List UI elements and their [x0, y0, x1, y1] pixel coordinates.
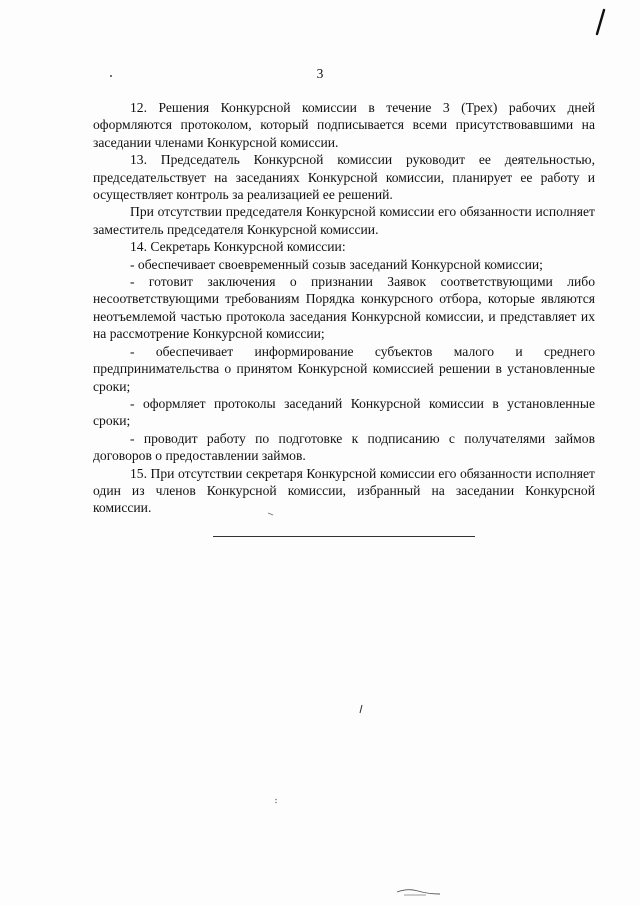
list-item-contracts: - проводит работу по подготовке к подписанию с получателями займов договоров о предоставлении займов.: [93, 430, 595, 464]
list-item-protocols: - оформляет протоколы заседаний Конкурсной комиссии в установленные сроки;: [93, 395, 595, 429]
end-divider-line: [213, 536, 475, 537]
list-item-inform: - обеспечивает информирование субъектов малого и среднего предпринимательства о принятом Конкурсной комиссией решении в установленные сроки;: [93, 343, 595, 394]
pen-stroke-mark: [592, 8, 608, 36]
list-item-convene: - обеспечивает своевременный созыв заседаний Конкурсной комиссии;: [130, 256, 543, 272]
scan-speck-mark: [268, 512, 274, 516]
paragraph-deputy-chair: При отсутствии председателя Конкурсной комиссии его обязанности исполняет заместитель председателя Конкурсной комиссии.: [93, 204, 595, 237]
scan-scribble-mark: [396, 886, 442, 898]
paragraph-12: 12. Решения Конкурсной комиссии в течение 3 (Трех) рабочих дней оформляются протоколом, который подписывается всеми присутствовавшими на заседании членами Конкурсной комиссии.: [93, 100, 595, 150]
scan-tick-mark: [358, 704, 364, 714]
paragraph-15: 15. При отсутствии секретаря Конкурсной комиссии его обязанности исполняет один из членов Конкурсной комиссии, избранный на заседании Конкурсной комиссии.: [93, 465, 595, 516]
paragraph-13: 13. Председатель Конкурсной комиссии руководит ее деятельностью, председательствует на заседаниях Конкурсной комиссии, планирует ее работу и осуществляет контроль за реализацией ее решений.: [93, 152, 595, 203]
scan-speck-mark: [274, 798, 278, 804]
document-body: [93, 99, 595, 517]
page-number: 3: [316, 66, 324, 81]
list-item-conclusions: - готовит заключения о признании Заявок соответствующими либо несоответствующими требованиям Порядка конкурсного отбора, которые являются неотъемлемой частью протокола заседания Конкурсной комиссии, и представляет их на рассмотрение Конкурсной комиссии;: [93, 274, 595, 342]
paragraph-14: 14. Секретарь Конкурсной комиссии:: [130, 239, 346, 255]
scan-speck-mark: [109, 74, 113, 78]
